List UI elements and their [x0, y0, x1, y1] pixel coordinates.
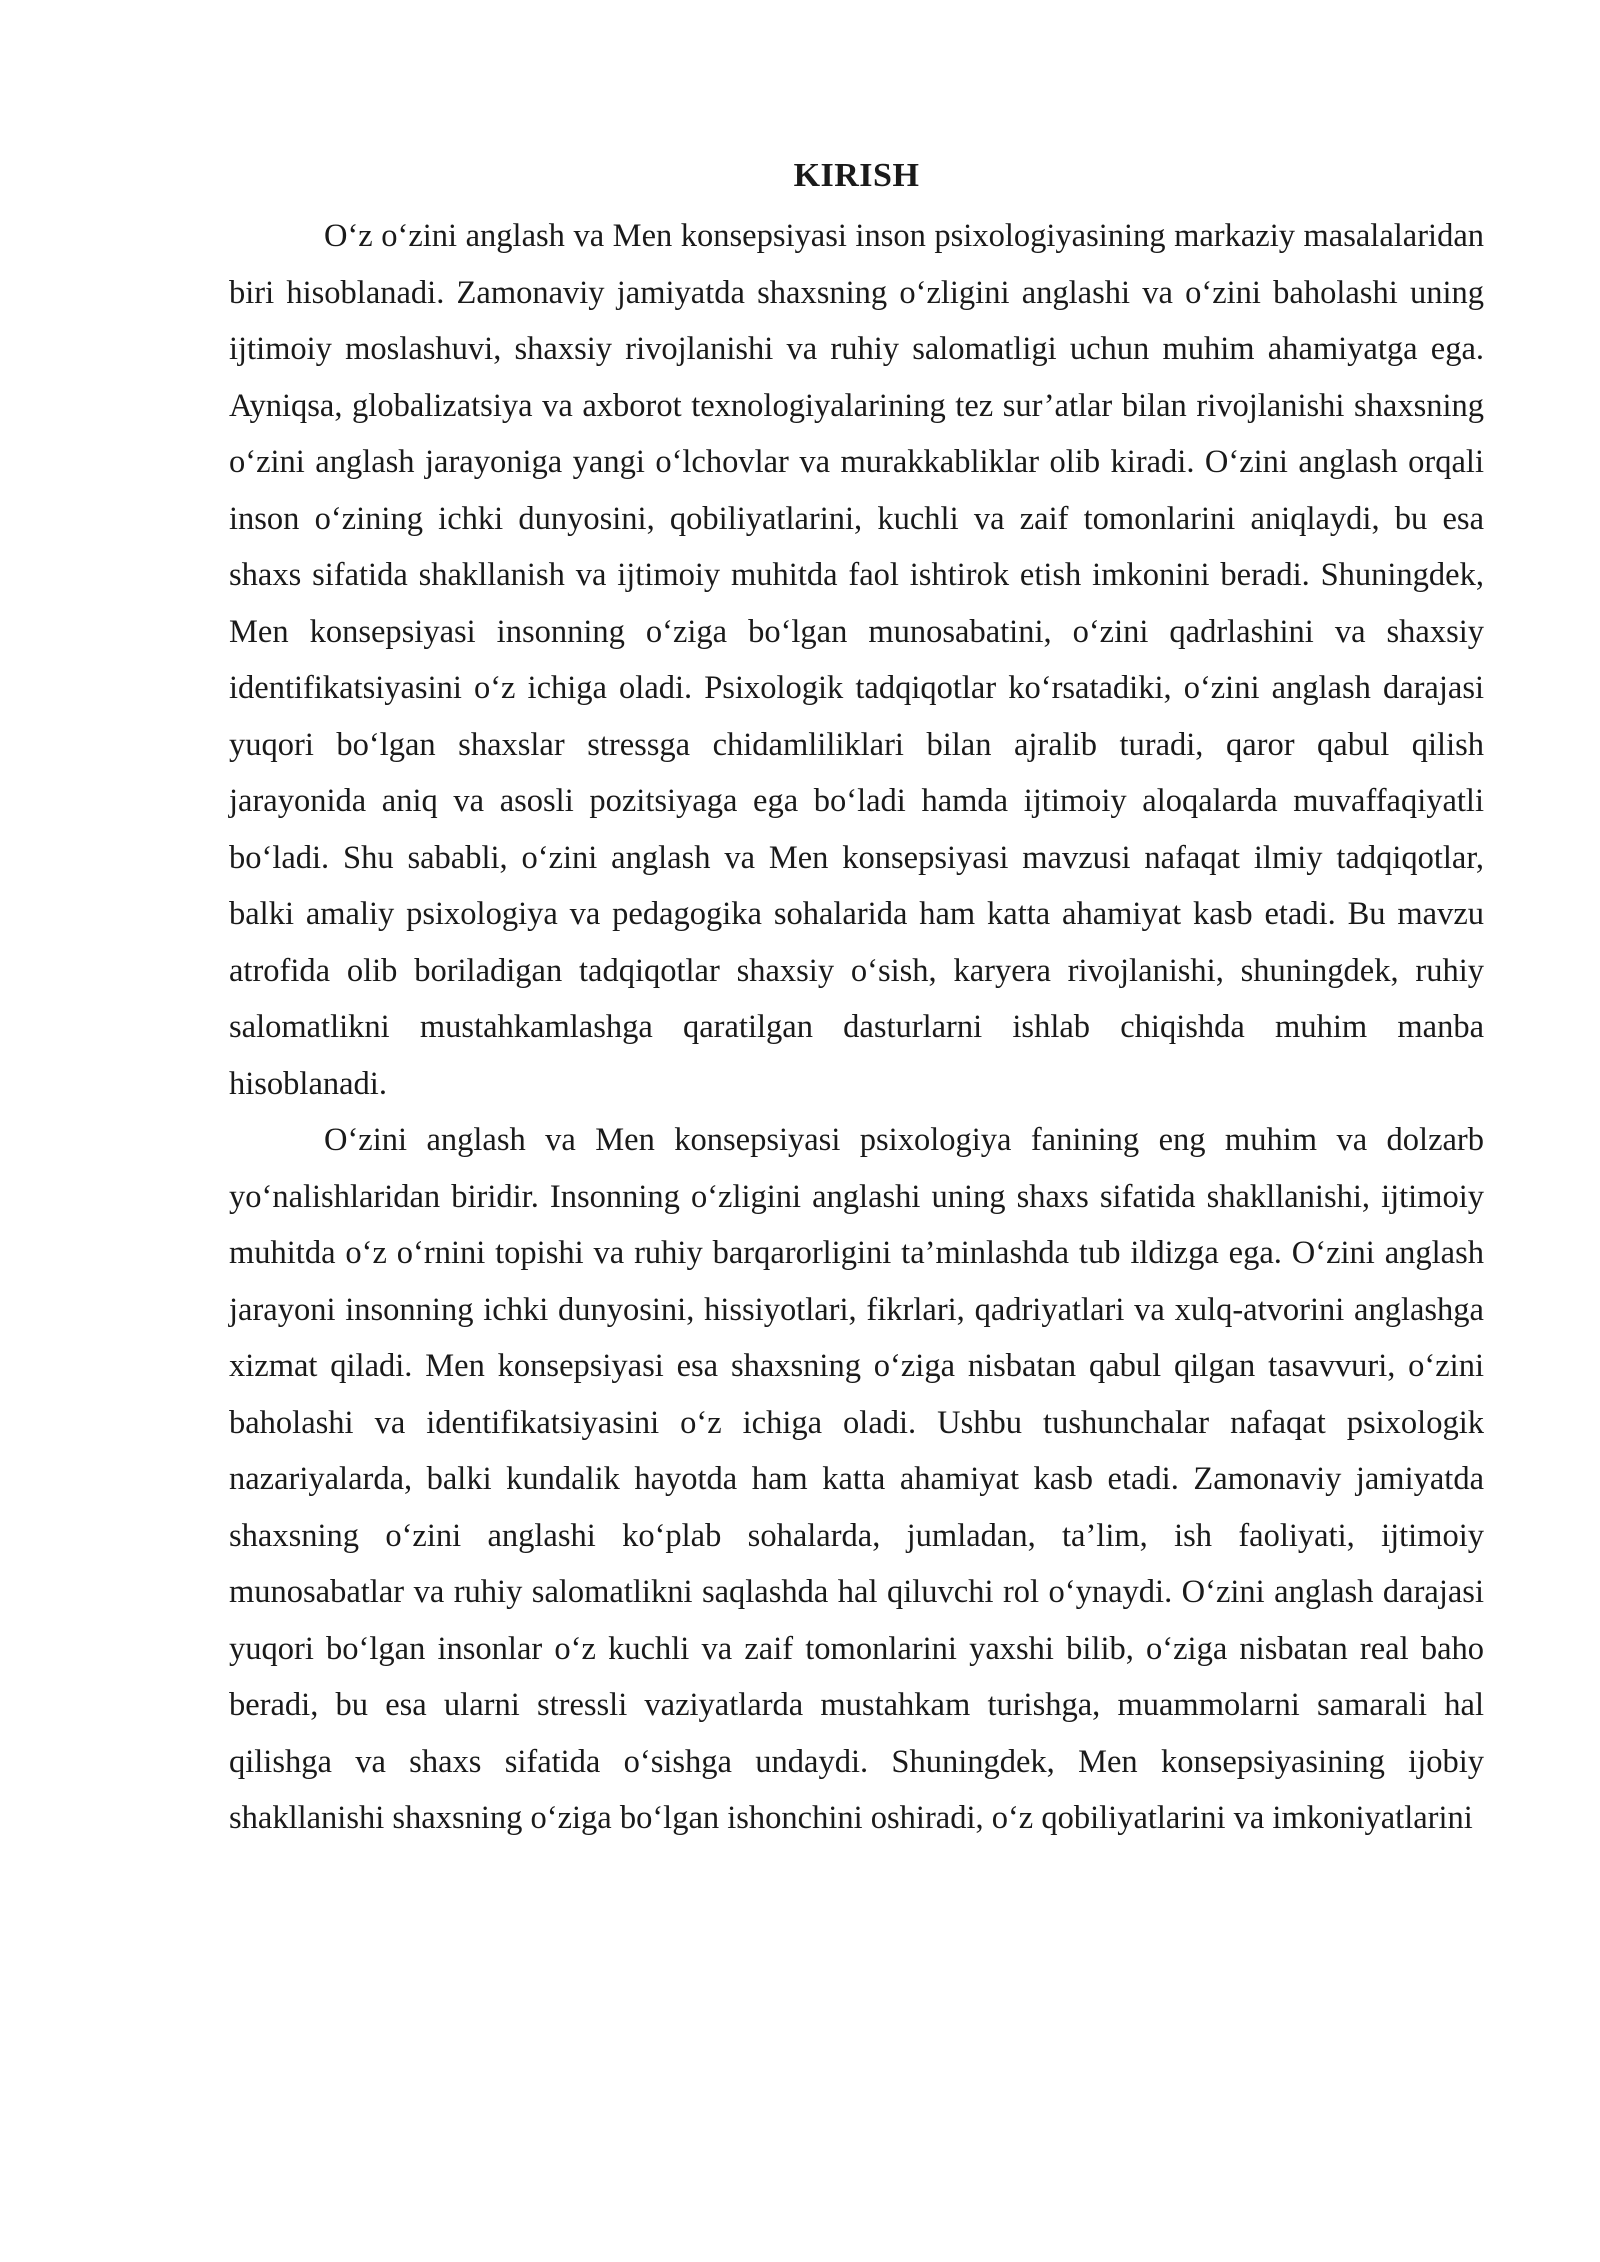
page-content — [229, 148, 1484, 1847]
paragraph-1: O‘z o‘zini anglash va Men konsepsiyasi inson psixologiyasining markaziy masalalaridan biri hisoblanadi. Zamonaviy jamiyatda shaxsning o‘zligini anglashi va o‘zini baholashi uning ijtimoiy moslashuvi, shaxsiy rivojlanishi va ruhiy salomatligi uchun muhim ahamiyatga ega. Ayniqsa, globalizatsiya va axborot texnologiyalarining tez sur’atlar bilan rivojlanishi shaxsning o‘zini anglash jarayoniga yangi o‘lchovlar va murakkabliklar olib kiradi. O‘zini anglash orqali inson o‘zining ichki dunyosini, qobiliyatlarini, kuchli va zaif tomonlarini aniqlaydi, bu esa shaxs sifatida shakllanish va ijtimoiy muhitda faol ishtirok etish imkonini beradi. Shuningdek, Men konsepsiyasi insonning o‘ziga bo‘lgan munosabatini, o‘zini qadrlashini va shaxsiy identifikatsiyasini o‘z ichiga oladi. Psixologik tadqiqotlar ko‘rsatadiki, o‘zini anglash darajasi yuqori bo‘lgan shaxslar stressga chidamliliklari bilan ajralib turadi, qaror qabul qilish jarayonida aniq va asosli pozitsiyaga ega bo‘ladi hamda ijtimoiy aloqalarda muvaffaqiyatli bo‘ladi. Shu sababli, o‘zini anglash va Men konsepsiyasi mavzusi nafaqat ilmiy tadqiqotlar, balki amaliy psixologiya va pedagogika sohalarida ham katta ahamiyat kasb etadi. Bu mavzu atrofida olib boriladigan tadqiqotlar shaxsiy o‘sish, karyera rivojlanishi, shuningdek, ruhiy salomatlikni mustahkamlashga qaratilgan dasturlarni ishlab chiqishda muhim manba hisoblanadi. — [229, 218, 1484, 1102]
paragraph-2: O‘zini anglash va Men konsepsiyasi psixologiya fanining eng muhim va dolzarb yo‘nalishlaridan biridir. Insonning o‘zligini anglashi uning shaxs sifatida shakllanishi, ijtimoiy muhitda o‘z o‘rnini topishi va ruhiy barqarorligini ta’minlashda tub ildizga ega. O‘zini anglash jarayoni insonning ichki dunyosini, hissiyotlari, fikrlari, qadriyatlari va xulq-atvorini anglashga xizmat qiladi. Men konsepsiyasi esa shaxsning o‘ziga nisbatan qabul qilgan tasavvuri, o‘zini baholashi va identifikatsiyasini o‘z ichiga oladi. Ushbu tushunchalar nafaqat psixologik nazariyalarda, balki kundalik hayotda ham katta ahamiyat kasb etadi. Zamonaviy jamiyatda shaxsning o‘zini anglashi ko‘plab sohalarda, jumladan, ta’lim, ish faoliyati, ijtimoiy munosabatlar va ruhiy salomatlikni saqlashda hal qiluvchi rol o‘ynaydi. O‘zini anglash darajasi yuqori bo‘lgan insonlar o‘z kuchli va zaif tomonlarini yaxshi bilib, o‘ziga nisbatan real baho beradi, bu esa ularni stressli vaziyatlarda mustahkam turishga, muammolarni samarali hal qilishga va shaxs sifatida o‘sishga undaydi. Shuningdek, Men konsepsiyasining ijobiy shakllanishi shaxsning o‘ziga bo‘lgan ishonchini oshiradi, o‘z qobiliyatlarini va imkoniyatlarini — [229, 1122, 1484, 1836]
page-title: KIRISH — [793, 157, 920, 194]
